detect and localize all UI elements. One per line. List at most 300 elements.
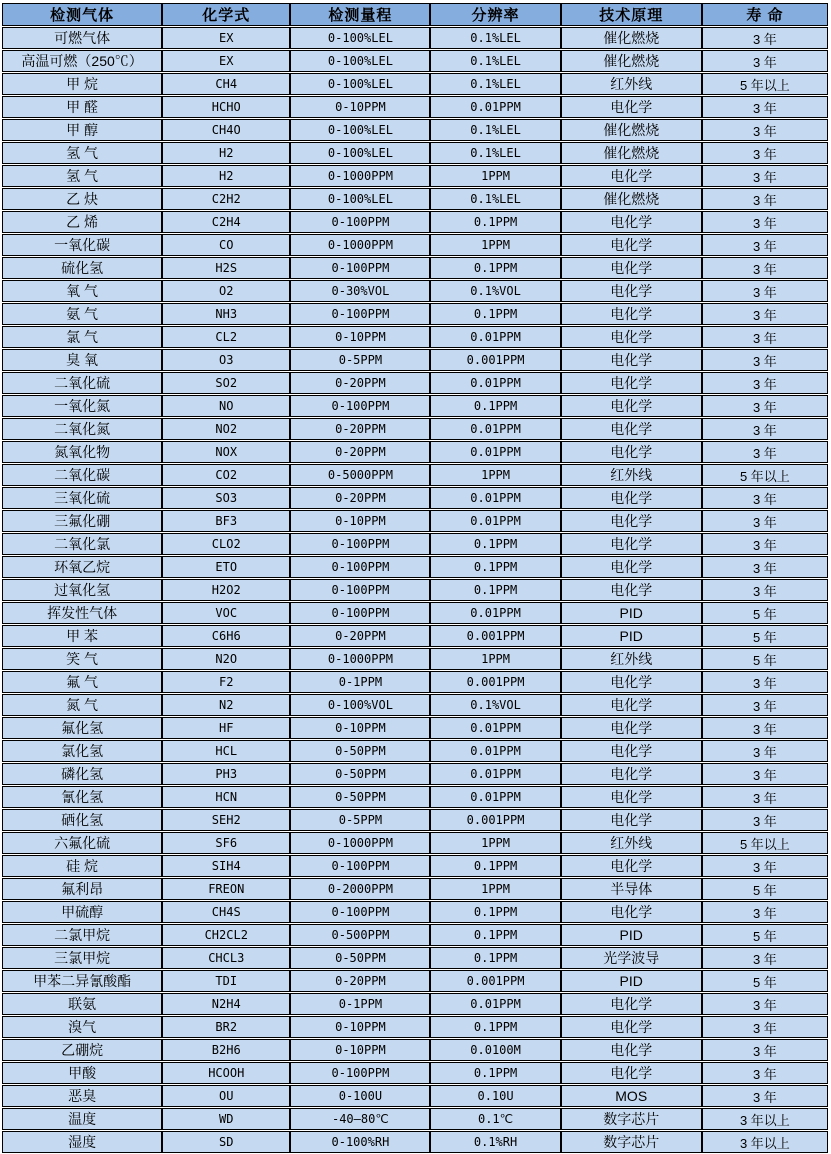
cell-lifespan: 3 年: [702, 763, 828, 785]
table-row: [2, 234, 828, 256]
table-row: [2, 878, 828, 900]
cell-detection-range: 0-100%LEL: [290, 27, 430, 49]
cell-tech-principle: 光学波导: [561, 947, 702, 969]
cell-lifespan: 5 年: [702, 648, 828, 670]
cell-gas-name: 氢 气: [2, 165, 162, 187]
cell-lifespan: 5 年: [702, 924, 828, 946]
cell-detection-range: 0-100PPM: [290, 556, 430, 578]
cell-chemical-formula: H2S: [162, 257, 290, 279]
cell-tech-principle: 电化学: [561, 694, 702, 716]
cell-gas-name: 一氧化碳: [2, 234, 162, 256]
cell-lifespan: 3 年: [702, 740, 828, 762]
cell-chemical-formula: CH4S: [162, 901, 290, 923]
cell-lifespan: 3 年: [702, 349, 828, 371]
cell-tech-principle: 电化学: [561, 510, 702, 532]
cell-lifespan: 5 年以上: [702, 73, 828, 95]
table-row: [2, 671, 828, 693]
cell-lifespan: 5 年: [702, 625, 828, 647]
cell-lifespan: 3 年: [702, 809, 828, 831]
cell-tech-principle: 红外线: [561, 73, 702, 95]
cell-tech-principle: 催化燃烧: [561, 188, 702, 210]
cell-resolution: 0.001PPM: [430, 970, 560, 992]
cell-resolution: 0.01PPM: [430, 418, 560, 440]
cell-detection-range: 0-5PPM: [290, 349, 430, 371]
cell-tech-principle: 电化学: [561, 326, 702, 348]
table-row: [2, 211, 828, 233]
cell-detection-range: 0-1000PPM: [290, 648, 430, 670]
cell-resolution: 0.01PPM: [430, 326, 560, 348]
cell-chemical-formula: NH3: [162, 303, 290, 325]
table-row: [2, 694, 828, 716]
cell-gas-name: 氰化氢: [2, 786, 162, 808]
table-row: [2, 50, 828, 72]
cell-lifespan: 3 年: [702, 27, 828, 49]
cell-lifespan: 5 年以上: [702, 832, 828, 854]
cell-detection-range: 0-100PPM: [290, 533, 430, 555]
cell-chemical-formula: HCL: [162, 740, 290, 762]
cell-lifespan: 3 年: [702, 326, 828, 348]
cell-tech-principle: 电化学: [561, 1039, 702, 1061]
cell-detection-range: 0-1000PPM: [290, 832, 430, 854]
cell-resolution: 0.1PPM: [430, 1016, 560, 1038]
cell-lifespan: 3 年: [702, 579, 828, 601]
table-row: [2, 809, 828, 831]
cell-tech-principle: 电化学: [561, 303, 702, 325]
cell-tech-principle: 电化学: [561, 418, 702, 440]
cell-detection-range: 0-10PPM: [290, 510, 430, 532]
cell-lifespan: 3 年: [702, 50, 828, 72]
cell-chemical-formula: SD: [162, 1131, 290, 1153]
table-row: [2, 1085, 828, 1107]
cell-resolution: 0.1PPM: [430, 901, 560, 923]
cell-detection-range: 0-100%RH: [290, 1131, 430, 1153]
cell-gas-name: 高温可燃（250℃）: [2, 50, 162, 72]
cell-gas-name: 甲酸: [2, 1062, 162, 1084]
cell-resolution: 0.1℃: [430, 1108, 560, 1130]
cell-detection-range: 0-100%VOL: [290, 694, 430, 716]
cell-lifespan: 3 年: [702, 165, 828, 187]
table-row: [2, 1039, 828, 1061]
cell-resolution: 0.01PPM: [430, 993, 560, 1015]
cell-tech-principle: MOS: [561, 1085, 702, 1107]
cell-chemical-formula: HF: [162, 717, 290, 739]
cell-detection-range: 0-20PPM: [290, 625, 430, 647]
cell-detection-range: 0-5000PPM: [290, 464, 430, 486]
cell-tech-principle: 电化学: [561, 579, 702, 601]
cell-detection-range: 0-500PPM: [290, 924, 430, 946]
cell-gas-name: 氧 气: [2, 280, 162, 302]
cell-gas-name: 氢 气: [2, 142, 162, 164]
cell-tech-principle: 电化学: [561, 740, 702, 762]
cell-gas-name: 湿度: [2, 1131, 162, 1153]
cell-resolution: 0.1PPM: [430, 947, 560, 969]
cell-chemical-formula: O3: [162, 349, 290, 371]
cell-gas-name: 二氧化氮: [2, 418, 162, 440]
table-row: [2, 395, 828, 417]
cell-tech-principle: 数字芯片: [561, 1108, 702, 1130]
cell-chemical-formula: FREON: [162, 878, 290, 900]
cell-resolution: 0.01PPM: [430, 510, 560, 532]
table-row: [2, 625, 828, 647]
cell-resolution: 1PPM: [430, 234, 560, 256]
cell-chemical-formula: CO2: [162, 464, 290, 486]
cell-lifespan: 3 年以上: [702, 1108, 828, 1130]
cell-gas-name: 硒化氢: [2, 809, 162, 831]
column-header-detection-range: 检测量程: [290, 3, 430, 26]
table-row: [2, 970, 828, 992]
cell-detection-range: 0-100%LEL: [290, 142, 430, 164]
table-row: [2, 1016, 828, 1038]
cell-tech-principle: 电化学: [561, 809, 702, 831]
cell-tech-principle: 催化燃烧: [561, 27, 702, 49]
table-row: [2, 924, 828, 946]
cell-chemical-formula: HCOOH: [162, 1062, 290, 1084]
cell-gas-name: 甲苯二异氰酸酯: [2, 970, 162, 992]
cell-chemical-formula: NOX: [162, 441, 290, 463]
cell-chemical-formula: OU: [162, 1085, 290, 1107]
cell-gas-name: 甲 苯: [2, 625, 162, 647]
cell-tech-principle: 催化燃烧: [561, 119, 702, 141]
cell-tech-principle: 电化学: [561, 1016, 702, 1038]
cell-chemical-formula: BF3: [162, 510, 290, 532]
cell-resolution: 1PPM: [430, 648, 560, 670]
cell-chemical-formula: EX: [162, 27, 290, 49]
cell-lifespan: 3 年: [702, 303, 828, 325]
cell-gas-name: 可燃气体: [2, 27, 162, 49]
gas-spec-table: [2, 2, 828, 1154]
cell-lifespan: 3 年: [702, 234, 828, 256]
table-row: [2, 188, 828, 210]
cell-resolution: 0.1PPM: [430, 395, 560, 417]
table-row: [2, 763, 828, 785]
cell-resolution: 0.01PPM: [430, 487, 560, 509]
cell-tech-principle: PID: [561, 970, 702, 992]
cell-tech-principle: 电化学: [561, 533, 702, 555]
cell-lifespan: 3 年: [702, 901, 828, 923]
cell-detection-range: 0-100PPM: [290, 395, 430, 417]
cell-resolution: 0.01PPM: [430, 763, 560, 785]
cell-chemical-formula: SO3: [162, 487, 290, 509]
cell-chemical-formula: NO: [162, 395, 290, 417]
cell-chemical-formula: PH3: [162, 763, 290, 785]
cell-chemical-formula: CO: [162, 234, 290, 256]
cell-chemical-formula: HCN: [162, 786, 290, 808]
cell-detection-range: 0-2000PPM: [290, 878, 430, 900]
cell-tech-principle: 半导体: [561, 878, 702, 900]
table-row: [2, 326, 828, 348]
cell-gas-name: 乙硼烷: [2, 1039, 162, 1061]
cell-tech-principle: 催化燃烧: [561, 142, 702, 164]
cell-tech-principle: 电化学: [561, 993, 702, 1015]
column-header-chemical-formula: 化学式: [162, 3, 290, 26]
cell-gas-name: 联氨: [2, 993, 162, 1015]
table-row: [2, 855, 828, 877]
cell-detection-range: 0-100PPM: [290, 211, 430, 233]
cell-lifespan: 3 年: [702, 188, 828, 210]
cell-gas-name: 氮 气: [2, 694, 162, 716]
cell-lifespan: 3 年: [702, 786, 828, 808]
cell-lifespan: 3 年: [702, 855, 828, 877]
cell-lifespan: 3 年: [702, 1016, 828, 1038]
cell-detection-range: 0-1000PPM: [290, 234, 430, 256]
cell-chemical-formula: CH4O: [162, 119, 290, 141]
cell-lifespan: 3 年: [702, 694, 828, 716]
cell-gas-name: 乙 烯: [2, 211, 162, 233]
cell-chemical-formula: TDI: [162, 970, 290, 992]
cell-tech-principle: 电化学: [561, 487, 702, 509]
table-row: [2, 257, 828, 279]
cell-detection-range: 0-10PPM: [290, 717, 430, 739]
cell-chemical-formula: VOC: [162, 602, 290, 624]
cell-detection-range: 0-10PPM: [290, 326, 430, 348]
cell-detection-range: 0-100%LEL: [290, 73, 430, 95]
cell-chemical-formula: CLO2: [162, 533, 290, 555]
table-row: [2, 27, 828, 49]
cell-tech-principle: 电化学: [561, 556, 702, 578]
cell-gas-name: 二氯甲烷: [2, 924, 162, 946]
cell-resolution: 0.1PPM: [430, 257, 560, 279]
cell-tech-principle: 催化燃烧: [561, 50, 702, 72]
cell-resolution: 0.01PPM: [430, 717, 560, 739]
cell-resolution: 1PPM: [430, 832, 560, 854]
cell-gas-name: 二氧化碳: [2, 464, 162, 486]
cell-gas-name: 三氧化硫: [2, 487, 162, 509]
table-row: [2, 579, 828, 601]
cell-chemical-formula: H2: [162, 165, 290, 187]
cell-detection-range: 0-100PPM: [290, 901, 430, 923]
cell-detection-range: 0-50PPM: [290, 786, 430, 808]
cell-lifespan: 5 年: [702, 970, 828, 992]
cell-resolution: 0.1%LEL: [430, 73, 560, 95]
table-row: [2, 73, 828, 95]
cell-lifespan: 5 年: [702, 602, 828, 624]
cell-gas-name: 氮氧化物: [2, 441, 162, 463]
cell-lifespan: 3 年: [702, 142, 828, 164]
cell-detection-range: 0-20PPM: [290, 441, 430, 463]
cell-chemical-formula: SEH2: [162, 809, 290, 831]
cell-gas-name: 臭 氧: [2, 349, 162, 371]
cell-tech-principle: 电化学: [561, 1062, 702, 1084]
gas-spec-table-container: [2, 2, 828, 1151]
cell-resolution: 1PPM: [430, 878, 560, 900]
cell-chemical-formula: O2: [162, 280, 290, 302]
cell-resolution: 0.001PPM: [430, 349, 560, 371]
cell-detection-range: 0-1000PPM: [290, 165, 430, 187]
cell-gas-name: 三氟化硼: [2, 510, 162, 532]
cell-detection-range: 0-100PPM: [290, 303, 430, 325]
cell-detection-range: 0-20PPM: [290, 372, 430, 394]
cell-resolution: 0.1PPM: [430, 533, 560, 555]
cell-tech-principle: PID: [561, 625, 702, 647]
cell-chemical-formula: C2H2: [162, 188, 290, 210]
table-row: [2, 993, 828, 1015]
header-row: [2, 3, 828, 26]
cell-chemical-formula: BR2: [162, 1016, 290, 1038]
table-row: [2, 280, 828, 302]
table-row: [2, 740, 828, 762]
cell-chemical-formula: EX: [162, 50, 290, 72]
cell-chemical-formula: CHCL3: [162, 947, 290, 969]
table-body: [2, 27, 828, 1153]
cell-tech-principle: 电化学: [561, 234, 702, 256]
cell-detection-range: 0-50PPM: [290, 947, 430, 969]
table-row: [2, 533, 828, 555]
cell-chemical-formula: N2: [162, 694, 290, 716]
cell-chemical-formula: N2H4: [162, 993, 290, 1015]
cell-lifespan: 3 年: [702, 119, 828, 141]
cell-chemical-formula: SO2: [162, 372, 290, 394]
cell-tech-principle: 电化学: [561, 855, 702, 877]
cell-resolution: 0.001PPM: [430, 671, 560, 693]
cell-resolution: 0.10U: [430, 1085, 560, 1107]
cell-tech-principle: 电化学: [561, 257, 702, 279]
cell-gas-name: 环氧乙烷: [2, 556, 162, 578]
cell-resolution: 0.1PPM: [430, 1062, 560, 1084]
cell-gas-name: 六氟化硫: [2, 832, 162, 854]
cell-gas-name: 甲 烷: [2, 73, 162, 95]
cell-tech-principle: 电化学: [561, 786, 702, 808]
cell-tech-principle: 电化学: [561, 901, 702, 923]
cell-tech-principle: PID: [561, 602, 702, 624]
cell-lifespan: 3 年: [702, 671, 828, 693]
column-header-lifespan: 寿 命: [702, 3, 828, 26]
cell-detection-range: 0-1PPM: [290, 671, 430, 693]
cell-lifespan: 3 年: [702, 1062, 828, 1084]
cell-chemical-formula: HCHO: [162, 96, 290, 118]
cell-lifespan: 3 年: [702, 1039, 828, 1061]
cell-gas-name: 挥发性气体: [2, 602, 162, 624]
cell-detection-range: 0-100%LEL: [290, 119, 430, 141]
cell-tech-principle: PID: [561, 924, 702, 946]
table-row: [2, 901, 828, 923]
cell-lifespan: 3 年: [702, 556, 828, 578]
cell-tech-principle: 红外线: [561, 464, 702, 486]
cell-lifespan: 3 年: [702, 211, 828, 233]
cell-chemical-formula: NO2: [162, 418, 290, 440]
cell-detection-range: 0-5PPM: [290, 809, 430, 831]
cell-tech-principle: 电化学: [561, 349, 702, 371]
cell-lifespan: 3 年: [702, 372, 828, 394]
cell-detection-range: 0-100%LEL: [290, 188, 430, 210]
column-header-gas-name: 检测气体: [2, 3, 162, 26]
cell-tech-principle: 电化学: [561, 280, 702, 302]
cell-resolution: 0.01PPM: [430, 441, 560, 463]
column-header-resolution: 分辨率: [430, 3, 560, 26]
cell-resolution: 0.1PPM: [430, 579, 560, 601]
cell-detection-range: 0-20PPM: [290, 487, 430, 509]
cell-resolution: 0.0100M: [430, 1039, 560, 1061]
cell-detection-range: 0-10PPM: [290, 1016, 430, 1038]
cell-resolution: 0.1PPM: [430, 303, 560, 325]
cell-resolution: 0.01PPM: [430, 740, 560, 762]
cell-gas-name: 磷化氢: [2, 763, 162, 785]
table-row: [2, 96, 828, 118]
table-row: [2, 464, 828, 486]
cell-tech-principle: 电化学: [561, 372, 702, 394]
cell-gas-name: 溴气: [2, 1016, 162, 1038]
cell-lifespan: 3 年: [702, 257, 828, 279]
cell-detection-range: -40—80℃: [290, 1108, 430, 1130]
cell-chemical-formula: N2O: [162, 648, 290, 670]
cell-gas-name: 甲硫醇: [2, 901, 162, 923]
cell-resolution: 0.1PPM: [430, 924, 560, 946]
cell-chemical-formula: SIH4: [162, 855, 290, 877]
cell-chemical-formula: H2: [162, 142, 290, 164]
cell-detection-range: 0-10PPM: [290, 1039, 430, 1061]
cell-detection-range: 0-50PPM: [290, 763, 430, 785]
cell-gas-name: 笑 气: [2, 648, 162, 670]
cell-detection-range: 0-100PPM: [290, 1062, 430, 1084]
cell-tech-principle: 电化学: [561, 165, 702, 187]
cell-lifespan: 3 年: [702, 510, 828, 532]
cell-resolution: 0.01PPM: [430, 786, 560, 808]
cell-chemical-formula: C2H4: [162, 211, 290, 233]
cell-tech-principle: 电化学: [561, 395, 702, 417]
cell-tech-principle: 电化学: [561, 96, 702, 118]
cell-lifespan: 3 年: [702, 96, 828, 118]
cell-lifespan: 3 年: [702, 441, 828, 463]
cell-chemical-formula: CH2CL2: [162, 924, 290, 946]
cell-resolution: 0.1PPM: [430, 211, 560, 233]
cell-resolution: 1PPM: [430, 165, 560, 187]
cell-detection-range: 0-30%VOL: [290, 280, 430, 302]
cell-detection-range: 0-100PPM: [290, 602, 430, 624]
cell-gas-name: 二氧化硫: [2, 372, 162, 394]
cell-gas-name: 氨 气: [2, 303, 162, 325]
table-row: [2, 556, 828, 578]
cell-gas-name: 恶臭: [2, 1085, 162, 1107]
cell-detection-range: 0-20PPM: [290, 970, 430, 992]
cell-gas-name: 甲 醛: [2, 96, 162, 118]
cell-detection-range: 0-100PPM: [290, 855, 430, 877]
cell-lifespan: 3 年: [702, 993, 828, 1015]
cell-gas-name: 氟化氢: [2, 717, 162, 739]
cell-chemical-formula: SF6: [162, 832, 290, 854]
cell-lifespan: 3 年: [702, 487, 828, 509]
table-row: [2, 349, 828, 371]
cell-chemical-formula: WD: [162, 1108, 290, 1130]
cell-tech-principle: 电化学: [561, 671, 702, 693]
cell-lifespan: 3 年以上: [702, 1131, 828, 1153]
table-row: [2, 487, 828, 509]
table-row: [2, 947, 828, 969]
cell-lifespan: 3 年: [702, 1085, 828, 1107]
cell-tech-principle: 电化学: [561, 763, 702, 785]
cell-detection-range: 0-10PPM: [290, 96, 430, 118]
cell-lifespan: 3 年: [702, 947, 828, 969]
cell-tech-principle: 红外线: [561, 832, 702, 854]
table-row: [2, 303, 828, 325]
cell-resolution: 0.1%RH: [430, 1131, 560, 1153]
cell-tech-principle: 红外线: [561, 648, 702, 670]
cell-resolution: 0.01PPM: [430, 372, 560, 394]
cell-gas-name: 氟 气: [2, 671, 162, 693]
cell-tech-principle: 电化学: [561, 211, 702, 233]
cell-chemical-formula: C6H6: [162, 625, 290, 647]
cell-gas-name: 硫化氢: [2, 257, 162, 279]
cell-gas-name: 过氧化氢: [2, 579, 162, 601]
cell-resolution: 0.001PPM: [430, 809, 560, 831]
cell-resolution: 0.1%LEL: [430, 142, 560, 164]
cell-chemical-formula: B2H6: [162, 1039, 290, 1061]
cell-resolution: 0.1%VOL: [430, 694, 560, 716]
cell-lifespan: 5 年以上: [702, 464, 828, 486]
table-row: [2, 418, 828, 440]
cell-resolution: 0.1%LEL: [430, 50, 560, 72]
cell-resolution: 0.1%LEL: [430, 27, 560, 49]
table-row: [2, 1062, 828, 1084]
cell-resolution: 1PPM: [430, 464, 560, 486]
